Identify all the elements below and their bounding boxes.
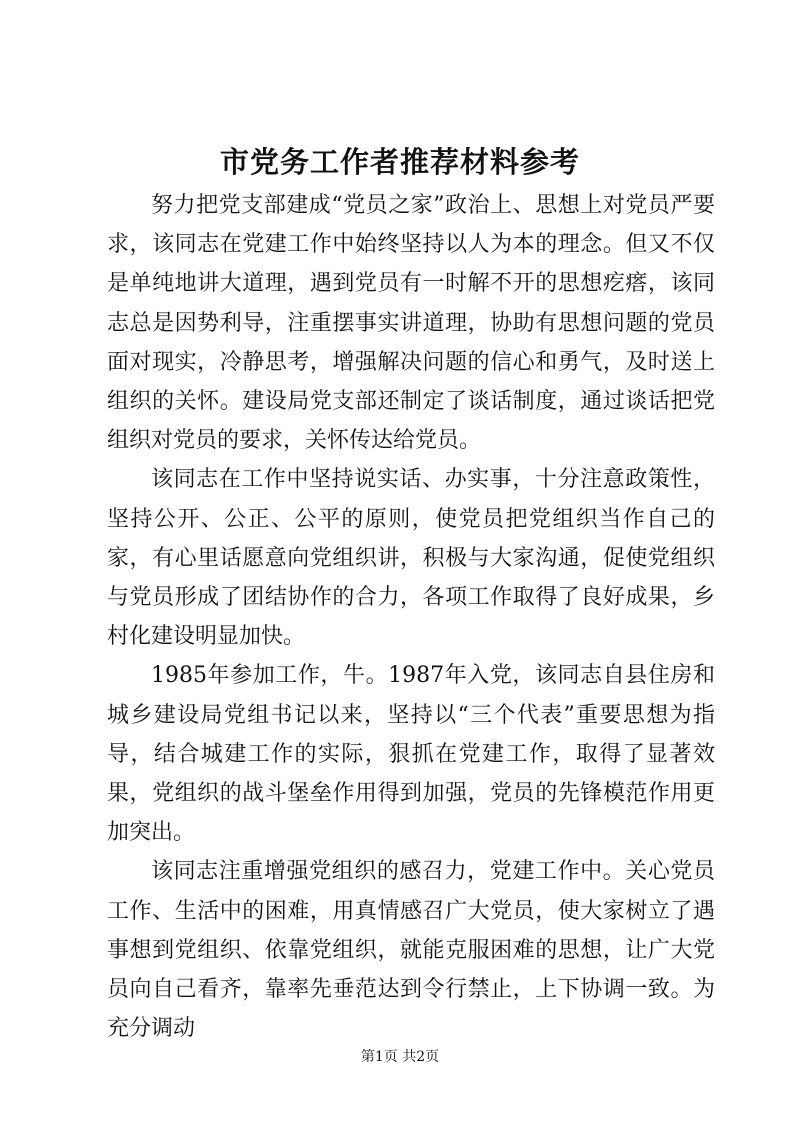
document-body <box>107 186 715 1048</box>
document-title: 市党务工作者推荐材料参考 <box>219 145 580 179</box>
paragraph-1: 努力把党支部建成“党员之家”政治上、思想上对党员严要求，该同志在党建工作中始终坚持以人为本的理念。但又不仅是单纯地讲大道理，遇到党员有一时解不开的思想疙瘩，该同志总是因势利导，注重摆事实讲道理，协助有思想问题的党员面对现实，冷静思考，增强解决问题的信心和勇气，及时送上组织的关怀。建设局党支部还制定了谈话制度，通过谈话把党组织对党员的要求，关怀传达给党员。 <box>107 193 715 454</box>
paragraph-4: 该同志注重增强党组织的感召力，党建工作中。关心党员工作、生活中的困难，用真情感召广大党员，使大家树立了遇事想到党组织、依靠党组织，就能克服困难的思想，让广大党员向自己看齐，靠率先垂范达到令行禁止，上下协调一致。为充分调动 <box>107 859 715 1042</box>
paragraph-3: 1985年参加工作，牛。1987年入党，该同志自县住房和城乡建设局党组书记以来，坚持以“三个代表”重要思想为指导，结合城建工作的实际，狠抓在党建工作，取得了显著效果，党组织的战斗堡垒作用得到加强，党员的先锋模范作用更加突出。 <box>107 663 715 846</box>
paragraph-2: 该同志在工作中坚持说实话、办实事，十分注意政策性，坚持公开、公正、公平的原则，使党员把党组织当作自己的家，有心里话愿意向党组织讲，积极与大家沟通，促使党组织与党员形成了团结协作的合力，各项工作取得了良好成果，乡村化建设明显加快。 <box>107 467 715 650</box>
page-number-footer: 第1页 共2页 <box>360 1049 440 1065</box>
